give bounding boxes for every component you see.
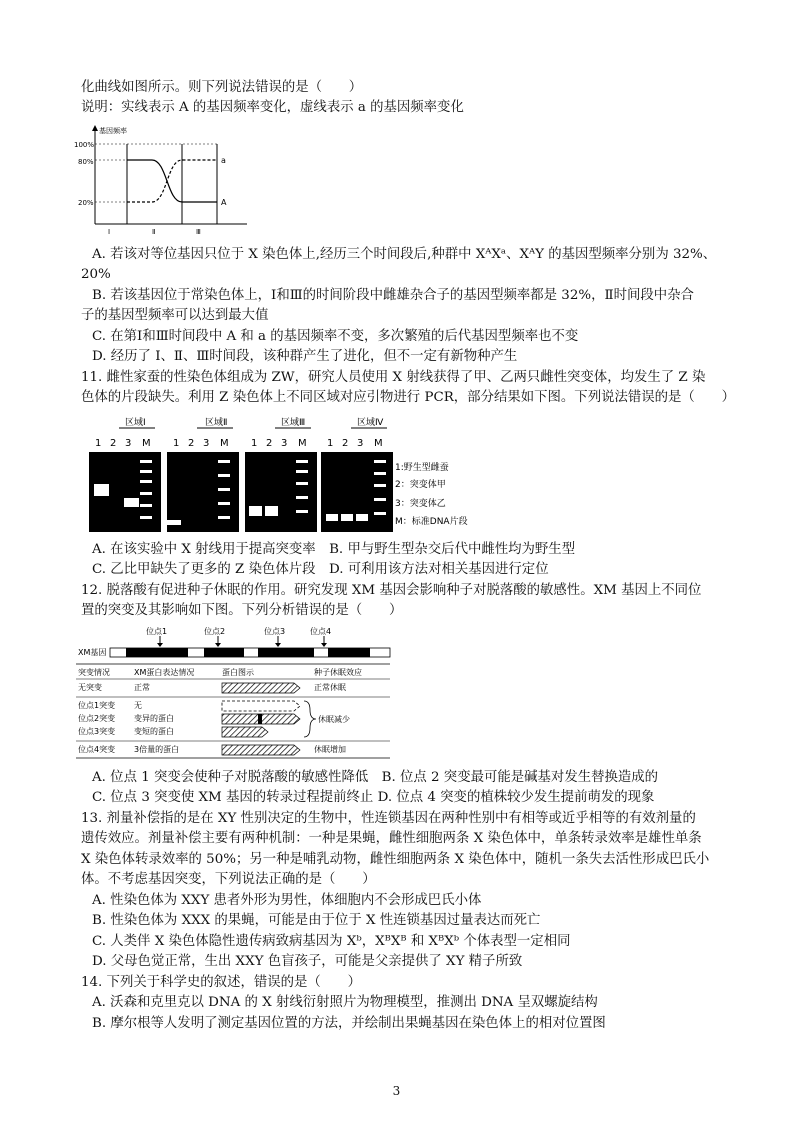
lane-2-label: 2 bbox=[188, 438, 195, 449]
row-case: 位点1突变 bbox=[78, 701, 116, 710]
page-number: 3 bbox=[392, 1084, 401, 1098]
lane-2-label: 2 bbox=[342, 438, 349, 449]
q11-options-ab: A. 在该实验中 X 射线用于提高突变率 B. 甲与野生型杂交后代中雌性均为野生型 bbox=[92, 542, 576, 557]
th-effect: 种子休眠效应 bbox=[314, 668, 362, 677]
q12-stem-1: 12. 脱落酸有促进种子休眠的作用。研究发现 XM 基因会影响种子对脱落酸的敏感性。XM 基因上不同位 bbox=[81, 583, 702, 598]
q11-options-cd: C. 乙比甲缺失了更多的 Z 染色体片段 D. 可利用该方法对相关基因进行定位 bbox=[92, 562, 549, 577]
row-expr: 无 bbox=[134, 701, 142, 710]
y-tick-100: 100% bbox=[74, 141, 95, 149]
q14-option-a: A. 沃森和克里克以 DNA 的 X 射线衍射照片为物理模型，推测出 DNA 呈双螺旋结构 bbox=[92, 995, 598, 1010]
row-case: 位点2突变 bbox=[78, 714, 116, 723]
legend-3: 3：突变体乙 bbox=[395, 499, 446, 509]
q13-option-b: B. 性染色体为 XXX 的果蝇，可能是由于位于 X 性连锁基因过量表达而死亡 bbox=[92, 913, 541, 928]
q14-option-b: B. 摩尔根等人发明了测定基因位置的方法，并绘制出果蝇基因在染色体上的相对位置图 bbox=[92, 1016, 606, 1031]
row-expr: 变异的蛋白 bbox=[134, 714, 174, 723]
row-effect: 正常休眠 bbox=[314, 683, 346, 692]
region-3-label: 区域Ⅲ bbox=[281, 418, 306, 428]
xm-gene-figure bbox=[76, 624, 396, 760]
th-diagram: 蛋白图示 bbox=[222, 668, 254, 677]
band bbox=[163, 520, 181, 525]
legend-1: 1:野生型雌蚕 bbox=[395, 463, 449, 473]
q10-stem: 化曲线如图所示。则下列说法错误的是（ ） bbox=[81, 80, 363, 95]
band bbox=[249, 506, 262, 516]
y-tick-80: 80% bbox=[78, 158, 94, 166]
row-expr: 3倍量的蛋白 bbox=[134, 745, 180, 754]
region-2-label: 区域Ⅱ bbox=[205, 418, 228, 428]
site-4-label: 位点4 bbox=[310, 627, 332, 636]
row-case: 无突变 bbox=[78, 683, 102, 692]
row-expr: 变短的蛋白 bbox=[134, 727, 174, 736]
lane-3-label: 3 bbox=[357, 438, 364, 449]
protein-none bbox=[222, 701, 300, 711]
q13-option-c: C. 人类伴 X 染色体隐性遗传病致病基因为 Xᵇ，XᴮXᴮ 和 XᴮXᵇ 个体表型一定相同 bbox=[92, 934, 571, 949]
band bbox=[124, 498, 139, 507]
period-3: Ⅲ bbox=[196, 228, 201, 236]
legend-m: M：标准DNA片段 bbox=[395, 517, 468, 527]
q13-stem-1: 13. 剂量补偿指的是在 XY 性别决定的生物中，性连锁基因在两种性别中有相等或近乎相等的有效剂量的 bbox=[81, 811, 696, 826]
row-effect: 休眠增加 bbox=[314, 745, 346, 754]
protein-normal bbox=[222, 683, 300, 693]
row-expr: 正常 bbox=[134, 683, 150, 692]
protein-triple bbox=[222, 745, 300, 755]
q10-option-d: D. 经历了 Ⅰ、Ⅱ、Ⅲ时间段，该种群产生了进化，但不一定有新物种产生 bbox=[92, 349, 518, 364]
region-1-label: 区域Ⅰ bbox=[125, 418, 146, 428]
band bbox=[326, 514, 338, 521]
lane-m-label: M bbox=[142, 438, 151, 449]
row-case: 位点4突变 bbox=[78, 745, 116, 754]
th-expr: XM蛋白表达情况 bbox=[134, 668, 195, 677]
q12-stem-2: 置的突变及其影响如下图。下列分析错误的是（ ） bbox=[81, 603, 403, 618]
q13-stem-4: 体。不考虑基因突变，下列说法正确的是（ ） bbox=[81, 872, 376, 887]
q12-options-cd: C. 位点 3 突变使 XM 基因的转录过程提前终止 D. 位点 4 突变的植株较少发生提前萌发的现象 bbox=[92, 790, 655, 805]
row-case: 位点3突变 bbox=[78, 727, 116, 736]
lane-1-label: 1 bbox=[251, 438, 258, 449]
q10-option-c: C. 在第Ⅰ和Ⅲ时间段中 A 和 a 的基因频率不变，多次繁殖的后代基因型频率也不变 bbox=[92, 329, 579, 344]
lane-m-label: M bbox=[374, 438, 383, 449]
lane-3-label: 3 bbox=[125, 438, 132, 449]
lane-m-label: M bbox=[298, 438, 307, 449]
gel-region-3 bbox=[245, 452, 317, 532]
protein-short bbox=[222, 727, 268, 737]
site-3-label: 位点3 bbox=[264, 627, 286, 636]
lane-1-label: 1 bbox=[327, 438, 334, 449]
series-a-label: a bbox=[221, 156, 226, 165]
gene-label: XM基因 bbox=[78, 648, 107, 657]
q10-option-b-cont: 子的基因型频率可以达到最大值 bbox=[81, 308, 269, 323]
q10-option-a-cont: 20% bbox=[81, 267, 111, 282]
q13-stem-2: 遗传效应。剂量补偿主要有两种机制：一种是果蝇，雌性细胞两条 X 染色体中，单条转录效率是雄性单条 bbox=[81, 831, 702, 846]
q10-option-b: B. 若该基因位于常染色体上，Ⅰ和Ⅲ的时间阶段中雌雄杂合子的基因型频率都是 32%，Ⅱ时间段中杂合 bbox=[92, 288, 694, 303]
q10-option-a: A. 若该对等位基因只位于 X 染色体上,经历三个时间段后,种群中 XᴬXᵃ、XᴬY 的基因型频率分别为 32%、 bbox=[92, 247, 717, 262]
band bbox=[265, 506, 278, 516]
chart-ylabel: 基因频率 bbox=[99, 127, 127, 135]
period-2: Ⅱ bbox=[152, 228, 156, 236]
row-effect: 休眠减少 bbox=[318, 715, 350, 724]
q12-options-ab: A. 位点 1 突变会使种子对脱落酸的敏感性降低 B. 位点 2 突变最可能是碱基对发生替换造成的 bbox=[92, 770, 659, 785]
region-4-label: 区域Ⅳ bbox=[357, 418, 384, 428]
q11-stem-2: 色体的片段缺失。利用 Z 染色体上不同区域对应引物进行 PCR，部分结果如下图。下列说法错误的是（ ） bbox=[81, 390, 735, 405]
band bbox=[356, 514, 368, 521]
period-1: Ⅰ bbox=[108, 228, 111, 236]
lane-3-label: 3 bbox=[281, 438, 288, 449]
pcr-gel-figure bbox=[85, 412, 468, 534]
q14-stem: 14. 下列关于科学史的叙述，错误的是（ ） bbox=[81, 975, 361, 990]
lane-2-label: 2 bbox=[110, 438, 117, 449]
band bbox=[94, 484, 109, 496]
lane-2-label: 2 bbox=[266, 438, 273, 449]
y-tick-20: 20% bbox=[78, 199, 94, 207]
q11-stem-1: 11. 雌性家蚕的性染色体组成为 ZW，研究人员使用 X 射线获得了甲、乙两只雌性突变体，均发生了 Z 染 bbox=[81, 370, 706, 385]
legend-2: 2：突变体甲 bbox=[395, 480, 446, 490]
lane-m-label: M bbox=[220, 438, 229, 449]
th-case: 突变情况 bbox=[78, 668, 110, 677]
lane-1-label: 1 bbox=[95, 438, 102, 449]
q13-option-a: A. 性染色体为 XXY 患者外形为男性，体细胞内不会形成巴氏小体 bbox=[92, 893, 482, 908]
gene-frequency-chart bbox=[72, 124, 252, 236]
site-2-label: 位点2 bbox=[204, 627, 226, 636]
series-A-label: A bbox=[221, 198, 227, 207]
lane-1-label: 1 bbox=[173, 438, 180, 449]
q13-option-d: D. 父母色觉正常，生出 XXY 色盲孩子，可能是父亲提供了 XY 精子所致 bbox=[92, 954, 523, 969]
band bbox=[341, 514, 353, 521]
series-A-line bbox=[127, 160, 217, 202]
lane-3-label: 3 bbox=[203, 438, 210, 449]
site-1-label: 位点1 bbox=[146, 627, 168, 636]
q10-note: 说明：实线表示 A 的基因频率变化，虚线表示 a 的基因频率变化 bbox=[81, 100, 464, 115]
series-a-line bbox=[127, 160, 217, 202]
q13-stem-3: X 染色体转录效率的 50%；另一种是哺乳动物，雌性细胞两条 X 染色体中，随机一条失去活性形成巴氏小 bbox=[81, 852, 710, 867]
